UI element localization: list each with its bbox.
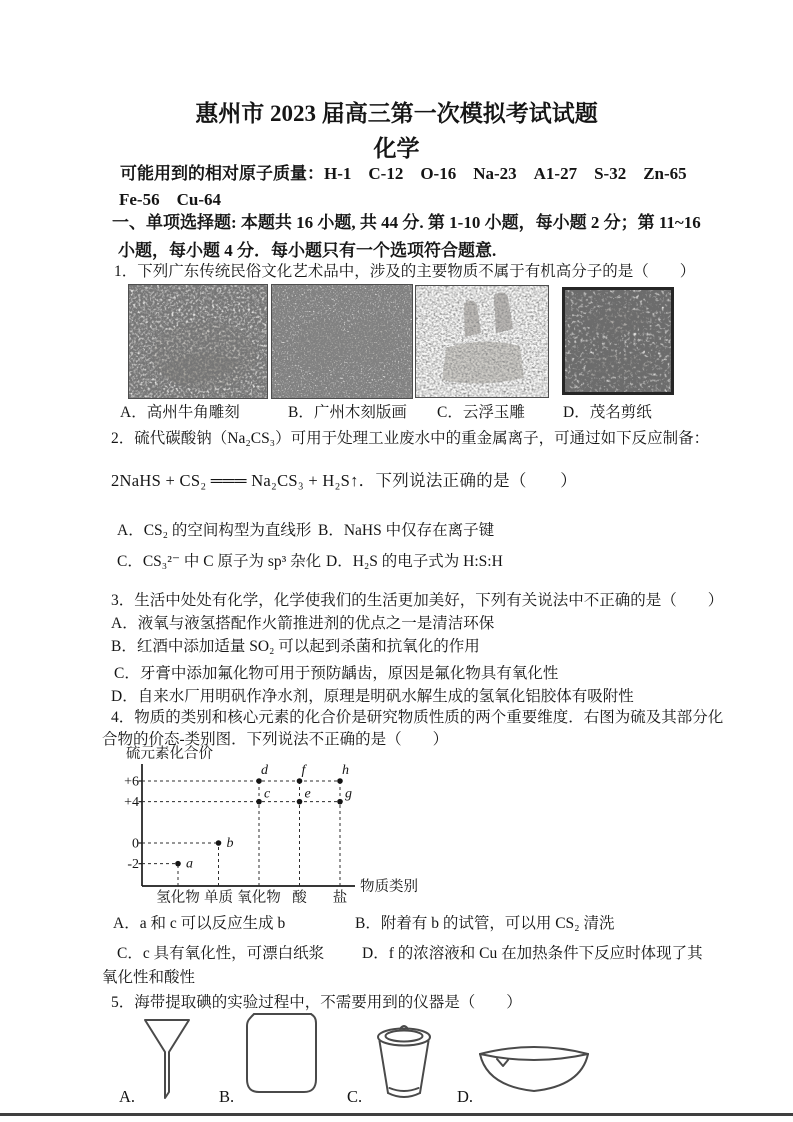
section-heading-line-1: 一、单项选择题: 本题共 16 小题, 共 44 分. 第 1-10 小题，每小题 2 分；第 11~16 bbox=[112, 213, 701, 232]
q4-option-c: C．c 具有氧化性，可漂白纸浆 bbox=[117, 945, 325, 962]
page-title: 惠州市 2023 届高三第一次模拟考试试题 bbox=[195, 101, 598, 126]
q1-caption-d: D．茂名剪纸 bbox=[563, 404, 652, 421]
q2-option-c: C．CS₃²⁻ 中 C 原子为 sp³ 杂化 bbox=[117, 553, 322, 570]
q1-caption-b: B．广州木刻版画 bbox=[288, 404, 407, 421]
question-1-stem: 1．下列广东传统民俗文化艺术品中，涉及的主要物质不属于有机高分子的是（ ） bbox=[114, 263, 696, 280]
chart-point bbox=[337, 778, 343, 784]
chart-y-axis-title: 硫元素化合价 bbox=[126, 746, 213, 762]
q1-image-paper-cutting bbox=[562, 287, 674, 395]
chart-category-label: 单质 bbox=[204, 890, 233, 906]
funnel-icon bbox=[141, 1012, 193, 1100]
section-heading-line-2: 小题，每小题 4 分．每小题只有一个选项符合题意. bbox=[118, 241, 497, 260]
question-2-stem: 2．硫代碳酸钠（Na₂CS₃）可用于处理工业废水中的重金属离子，可通过如下反应制备： bbox=[111, 430, 710, 447]
chart-point-label: h bbox=[342, 763, 349, 778]
atomic-masses-line-2: Fe-56 Cu-64 bbox=[119, 190, 221, 209]
q3-option-b: B．红酒中添加适量 SO₂ 可以起到杀菌和抗氧化的作用 bbox=[111, 638, 480, 655]
chart-point-label: f bbox=[301, 763, 306, 778]
q4-option-d: D．f 的浓溶液和 Cu 在加热条件下反应时体现了其 bbox=[362, 945, 703, 962]
q1-image-horn-carving bbox=[128, 284, 268, 399]
q3-option-c: C．牙膏中添加氟化物可用于预防龋齿，原因是氟化物具有氧化性 bbox=[114, 665, 559, 682]
evaporating-dish-icon bbox=[477, 1038, 591, 1095]
q4-option-b: B．附着有 b 的试管，可以用 CS₂ 清洗 bbox=[355, 915, 615, 932]
crucible-icon bbox=[374, 1022, 434, 1100]
chart-point bbox=[216, 840, 222, 846]
q1-caption-c: C．云浮玉雕 bbox=[437, 404, 525, 421]
chart-point bbox=[256, 799, 262, 805]
chart-point-label: c bbox=[264, 786, 271, 802]
q2-option-d: D．H₂S 的电子式为 H:S:H bbox=[326, 553, 503, 570]
q2-option-b: B．NaHS 中仅存在离子键 bbox=[318, 522, 495, 539]
subject-title: 化学 bbox=[373, 136, 420, 161]
q5-item-label-a: A. bbox=[119, 1087, 136, 1106]
q5-item-label-d: D. bbox=[457, 1087, 474, 1106]
question-4-stem-line-1: 4．物质的类别和核心元素的化合价是研究物质性质的两个重要维度．右图为硫及其部分化 bbox=[111, 709, 724, 726]
chart-category-label: 酸 bbox=[292, 890, 307, 906]
q2-option-a: A．CS₂ 的空间构型为直线形 bbox=[117, 522, 312, 539]
q4-option-a: A．a 和 c 可以反应生成 b bbox=[113, 915, 286, 932]
q1-caption-a: A．高州牛角雕刻 bbox=[120, 404, 240, 421]
chart-point-label: b bbox=[226, 836, 234, 851]
chart-x-axis-title: 物质类别 bbox=[360, 879, 418, 895]
question-4-stem-line-2: 合物的价态-类别图．下列说法不正确的是（ ） bbox=[102, 731, 449, 748]
q1-image-woodcut-print bbox=[271, 284, 413, 399]
q3-option-d: D．自来水厂用明矾作净水剂，原理是明矾水解生成的氢氧化铝胶体有吸附性 bbox=[111, 688, 634, 705]
chart-point-label: e bbox=[304, 786, 311, 802]
question-3-stem: 3．生活中处处有化学，化学使我们的生活更加美好，下列有关说法中不正确的是（ ） bbox=[111, 592, 724, 609]
chart-point bbox=[256, 778, 262, 784]
chart-category-label: 氧化物 bbox=[237, 890, 281, 906]
chart-point bbox=[175, 861, 181, 867]
chart-point-label: d bbox=[261, 763, 268, 778]
chart-category-label: 盐 bbox=[332, 890, 348, 906]
chart-category-label: 氢化物 bbox=[156, 890, 200, 906]
q5-item-label-b: B. bbox=[219, 1087, 235, 1106]
chart-tick-label: +6 bbox=[124, 774, 139, 790]
q5-item-label-c: C. bbox=[347, 1087, 363, 1106]
q1-image-jade-carving bbox=[415, 285, 549, 398]
page-bottom-rule bbox=[0, 1113, 793, 1116]
valence-category-chart bbox=[112, 744, 442, 912]
chart-tick-label: 0 bbox=[132, 836, 139, 852]
q3-option-a: A．液氧与液氢搭配作火箭推进剂的优点之一是清洁环保 bbox=[111, 615, 495, 632]
q4-option-d-continued: 氧化性和酸性 bbox=[102, 969, 196, 986]
chart-tick-label: -2 bbox=[127, 857, 139, 873]
chart-tick-label: +4 bbox=[124, 795, 139, 811]
chart-point bbox=[297, 799, 303, 805]
question-2-equation: 2NaHS + CS₂ ═══ Na₂CS₃ + H₂S↑．下列说法正确的是（ ） bbox=[111, 471, 578, 490]
chart-point bbox=[297, 778, 303, 784]
beaker-icon bbox=[240, 1011, 324, 1096]
chart-point-label: g bbox=[345, 786, 352, 802]
question-5-stem: 5．海带提取碘的实验过程中，不需要用到的仪器是（ ） bbox=[111, 994, 522, 1011]
chart-point bbox=[337, 799, 343, 805]
atomic-masses-line-1: 可能用到的相对原子质量：H-1 C-12 O-16 Na-23 A1-27 S-32 Zn-65 bbox=[120, 164, 687, 183]
chart-point-label: a bbox=[186, 856, 193, 872]
